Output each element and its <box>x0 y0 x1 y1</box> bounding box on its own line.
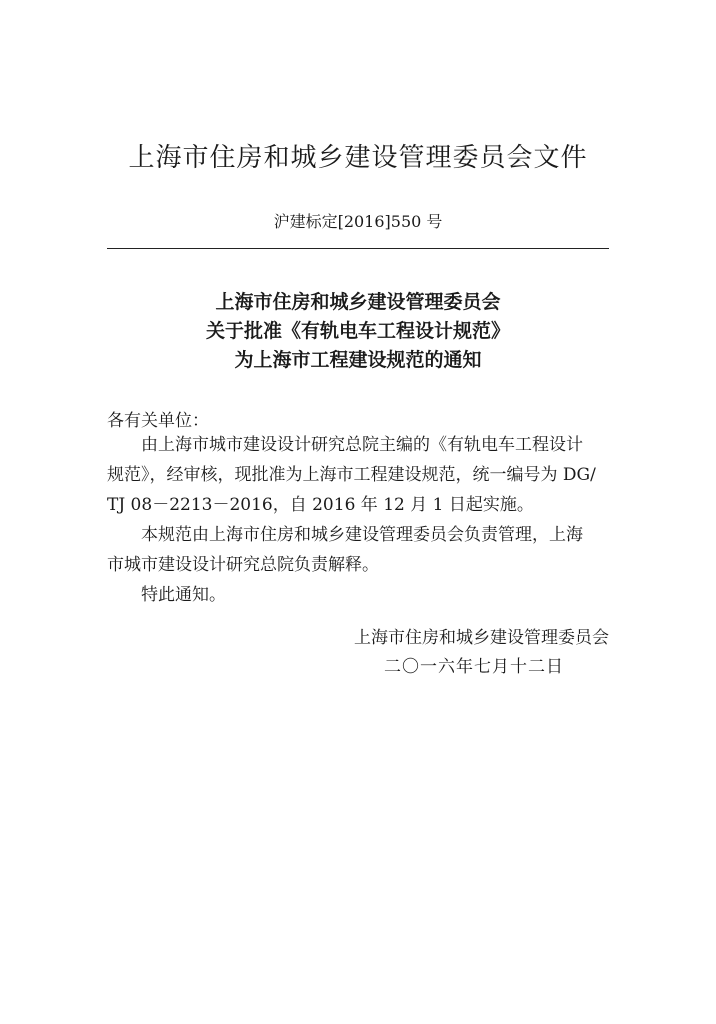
notice-title-line-2: 关于批准《有轨电车工程设计规范》 <box>205 320 510 342</box>
body-line-2: 规范》，经审核，现批准为上海市工程建设规范，统一编号为 DG/ <box>107 465 596 485</box>
signature-issuer: 上海市住房和城乡建设管理委员会 <box>354 628 609 648</box>
body-line-5: 市城市建设设计研究总院负责解释。 <box>107 555 379 575</box>
signature-date: 二〇一六年七月十二日 <box>384 657 564 677</box>
notice-title-line-1: 上海市住房和城乡建设管理委员会 <box>215 291 501 313</box>
notice-title-line-3: 为上海市工程建设规范的通知 <box>234 349 482 371</box>
document-header-title: 上海市住房和城乡建设管理委员会文件 <box>128 143 588 173</box>
notice-title <box>0 288 716 375</box>
salutation: 各有关单位： <box>107 411 209 431</box>
body-line-1: 由上海市城市建设设计研究总院主编的《有轨电车工程设计 <box>141 435 583 455</box>
document-number: 沪建标定[2016]550 号 <box>273 212 443 231</box>
body-line-6: 特此通知。 <box>141 585 226 605</box>
body-line-4: 本规范由上海市住房和城乡建设管理委员会负责管理，上海 <box>141 525 583 545</box>
body-text <box>107 430 609 610</box>
header-divider <box>107 248 609 249</box>
body-line-3: TJ 08－2213－2016，自 2016 年 12 月 1 日起实施。 <box>107 495 534 515</box>
